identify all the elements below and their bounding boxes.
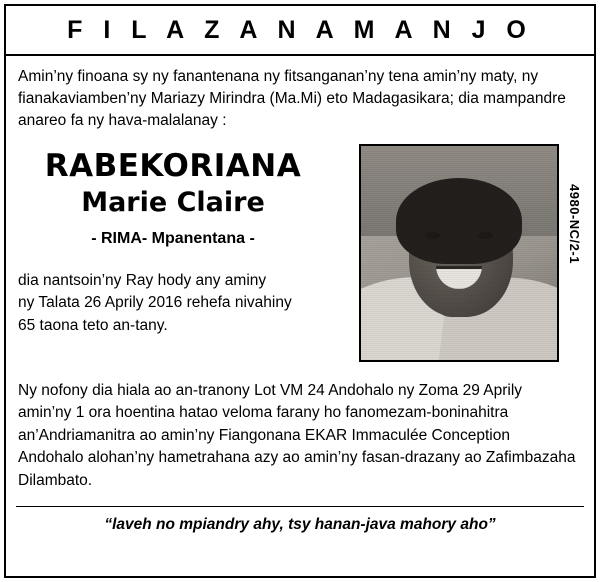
death-detail-line: ny Talata 26 Aprily 2016 rehefa nivahiny	[18, 294, 292, 312]
deceased-surname: RABEKORIANA	[44, 148, 302, 184]
death-details	[18, 270, 328, 337]
scripture-quote: “laveh no mpiandry ahy, tsy hanan-java mahory aho”	[104, 516, 496, 534]
intro-line: Amin’ny finoana sy ny fanantenana ny fitsanganan’ny tena amin’ny maty, ny	[18, 68, 539, 85]
page-title: F I L A Z A N A M A N J O	[6, 6, 594, 56]
death-detail-line: dia nantsoin’ny Ray hody any aminy	[18, 271, 267, 289]
deceased-affiliation: - RIMA- Mpanentana -	[91, 229, 255, 247]
deceased-details	[18, 138, 328, 337]
portrait-photo	[359, 144, 559, 362]
deceased-given-name: Marie Claire	[81, 186, 265, 218]
funeral-detail-line: Andohalo alohan’ny hametrahana azy ao amin’ny fasan-drazany ao Zafimbazaha	[18, 449, 576, 467]
reference-code: 4980-NC/2-1	[567, 184, 582, 264]
funeral-detail-line: amin’ny 1 ora hoentina hatao veloma farany ho fanomezam-boninahitra	[18, 404, 509, 422]
intro-line: fianakaviamben’ny Mariazy Mirindra (Ma.Mi) eto Madagasikara; dia mampandre	[18, 90, 566, 107]
divider	[16, 506, 584, 507]
notice-body	[6, 56, 594, 362]
obituary-notice	[4, 4, 596, 578]
photo-block	[359, 144, 582, 362]
funeral-detail-line: an’Andriamanitra ao amin’ny Fiangonana EKAR Immaculée Conception	[18, 426, 510, 444]
funeral-details-paragraph	[18, 380, 582, 492]
name-and-photo-row	[18, 138, 582, 362]
intro-line: anareo fa ny hava-malalanay :	[18, 112, 227, 129]
intro-paragraph	[18, 66, 582, 132]
funeral-detail-line: Dilambato.	[18, 471, 93, 489]
death-detail-line: 65 taona teto an-tany.	[18, 316, 168, 334]
funeral-detail-line: Ny nofony dia hiala ao an-tranony Lot VM 24 Andohalo ny Zoma 29 Aprily	[18, 382, 523, 399]
photo-grain	[361, 146, 557, 360]
